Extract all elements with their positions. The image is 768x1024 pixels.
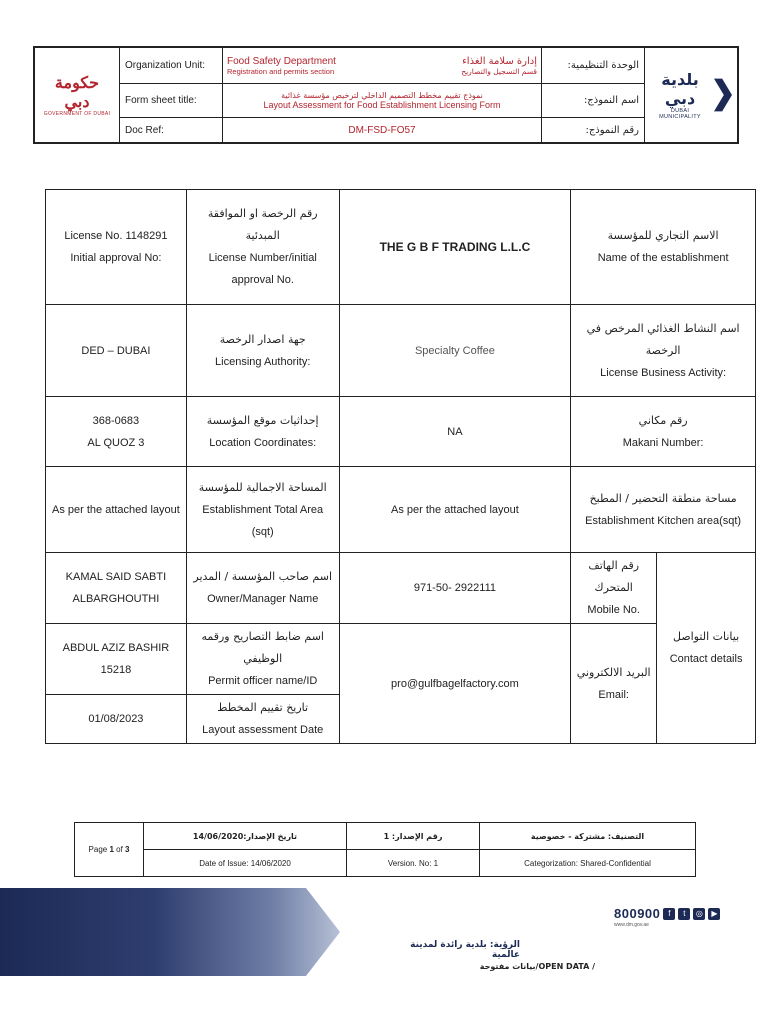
dm-chevron-icon bbox=[714, 75, 732, 115]
government-of-dubai-logo: حكومة دبي GOVERNMENT OF DUBAI bbox=[35, 48, 120, 143]
dubai-municipality-logo: بلدية دبي DUBAI MUNICIPALITY bbox=[645, 48, 738, 143]
licensing-authority-label: جهة اصدار الرخصة Licensing Authority: bbox=[186, 305, 339, 397]
kitchen-area-value: As per the attached layout bbox=[339, 467, 571, 553]
doc-ref-label: Doc Ref: bbox=[120, 118, 223, 143]
location-coordinates-label: إحداثيات موقع المؤسسة Location Coordinates: bbox=[186, 397, 339, 467]
contact-details-label: بيانات التواصل Contact details bbox=[657, 553, 756, 744]
table-row bbox=[46, 305, 756, 397]
form-sheet-title-value: نموذج تقييم مخطط التصميم الداخلي لترخيص مؤسسة غذائية Layout Assessment for Food Establishment Licensing Form bbox=[223, 84, 542, 118]
owner-name-label: اسم صاحب المؤسسة / المدير Owner/Manager Name bbox=[186, 553, 339, 624]
table-row bbox=[46, 397, 756, 467]
document-footer-table bbox=[74, 822, 696, 877]
business-activity-value: Specialty Coffee bbox=[339, 305, 571, 397]
vision-statement: الرؤية: بلدية رائدة لمدينة عالمية bbox=[410, 940, 520, 960]
youtube-icon[interactable]: ▶ bbox=[708, 908, 720, 920]
email-label: البريد الالكتروني Email: bbox=[571, 624, 657, 744]
table-row bbox=[46, 467, 756, 553]
phone-number: 800900 bbox=[614, 906, 661, 921]
mobile-number-value: 971-50- 2922111 bbox=[339, 553, 571, 624]
licensing-authority-value: DED – DUBAI bbox=[46, 305, 187, 397]
doc-ref-label-ar: رقم النموذج: bbox=[542, 118, 645, 143]
establishment-name-value: THE G B F TRADING L.L.C bbox=[339, 190, 571, 305]
organization-unit-label-ar: الوحدة التنظيمية: bbox=[542, 48, 645, 84]
doc-ref-value: DM-FSD-FO57 bbox=[223, 118, 542, 143]
license-number-value: License No. 1148291 Initial approval No: bbox=[46, 190, 187, 305]
kitchen-area-label: مساحة منطقة التحضير / المطبخ Establishment Kitchen area(sqt) bbox=[571, 467, 756, 553]
assessment-date-value: 01/08/2023 bbox=[46, 695, 187, 744]
establishment-form-table bbox=[45, 189, 756, 744]
open-data-label: بيانات مفتوحة/OPEN DATA / bbox=[479, 962, 595, 971]
issue-date-en: Date of Issue: 14/06/2020 bbox=[144, 850, 347, 877]
instagram-icon[interactable]: ◎ bbox=[693, 908, 705, 920]
permit-officer-label: اسم ضابط التصاريح ورقمه الوظيفي Permit officer name/ID bbox=[186, 624, 339, 695]
form-sheet-title-label-ar: اسم النموذج: bbox=[542, 84, 645, 118]
business-activity-label: اسم النشاط الغذائي المرخص في الرخصة License Business Activity: bbox=[571, 305, 756, 397]
decorative-band bbox=[0, 888, 340, 976]
makani-number-label: رقم مكاني Makani Number: bbox=[571, 397, 756, 467]
page-indicator: Page 1 of 3 bbox=[75, 823, 144, 877]
license-number-label: رقم الرخصة او الموافقة المبدئية License Number/initial approval No. bbox=[186, 190, 339, 305]
table-row bbox=[46, 553, 756, 624]
total-area-value: As per the attached layout bbox=[46, 467, 187, 553]
issue-date-ar: تاريخ الإصدار:14/06/2020 bbox=[144, 823, 347, 850]
contact-strip bbox=[614, 906, 720, 921]
facebook-icon[interactable]: f bbox=[663, 908, 675, 920]
makani-number-value: NA bbox=[339, 397, 571, 467]
total-area-label: المساحة الاجمالية للمؤسسة Establishment Total Area (sqt) bbox=[186, 467, 339, 553]
owner-name-value: KAMAL SAID SABTI ALBARGHOUTHI bbox=[46, 553, 187, 624]
table-row bbox=[46, 190, 756, 305]
table-row bbox=[46, 624, 756, 695]
version-ar: رقم الإصدار: 1 bbox=[347, 823, 480, 850]
location-coordinates-value: 368-0683 AL QUOZ 3 bbox=[46, 397, 187, 467]
establishment-name-label: الاسم التجاري للمؤسسة Name of the establishment bbox=[571, 190, 756, 305]
form-sheet-title-label: Form sheet title: bbox=[120, 84, 223, 118]
organization-unit-value: Food Safety Department إدارة سلامة الغذاء Registration and permits section قسم التسجيل والتصاريح bbox=[223, 48, 542, 84]
permit-officer-value: ABDUL AZIZ BASHIR 15218 bbox=[46, 624, 187, 695]
version-en: Version. No: 1 bbox=[347, 850, 480, 877]
website-url[interactable]: www.dm.gov.ae bbox=[614, 922, 649, 928]
organization-unit-label: Organization Unit: bbox=[120, 48, 223, 84]
assessment-date-label: تاريخ تقييم المخطط Layout assessment Date bbox=[186, 695, 339, 744]
category-en: Categorization: Shared-Confidential bbox=[480, 850, 696, 877]
form-header bbox=[33, 46, 739, 144]
twitter-icon[interactable]: t bbox=[678, 908, 690, 920]
email-value: pro@gulfbagelfactory.com bbox=[339, 624, 571, 744]
category-ar: التصنيف: مشتركة - خصوصية bbox=[480, 823, 696, 850]
mobile-number-label: رقم الهاتف المتحرك Mobile No. bbox=[571, 553, 657, 624]
